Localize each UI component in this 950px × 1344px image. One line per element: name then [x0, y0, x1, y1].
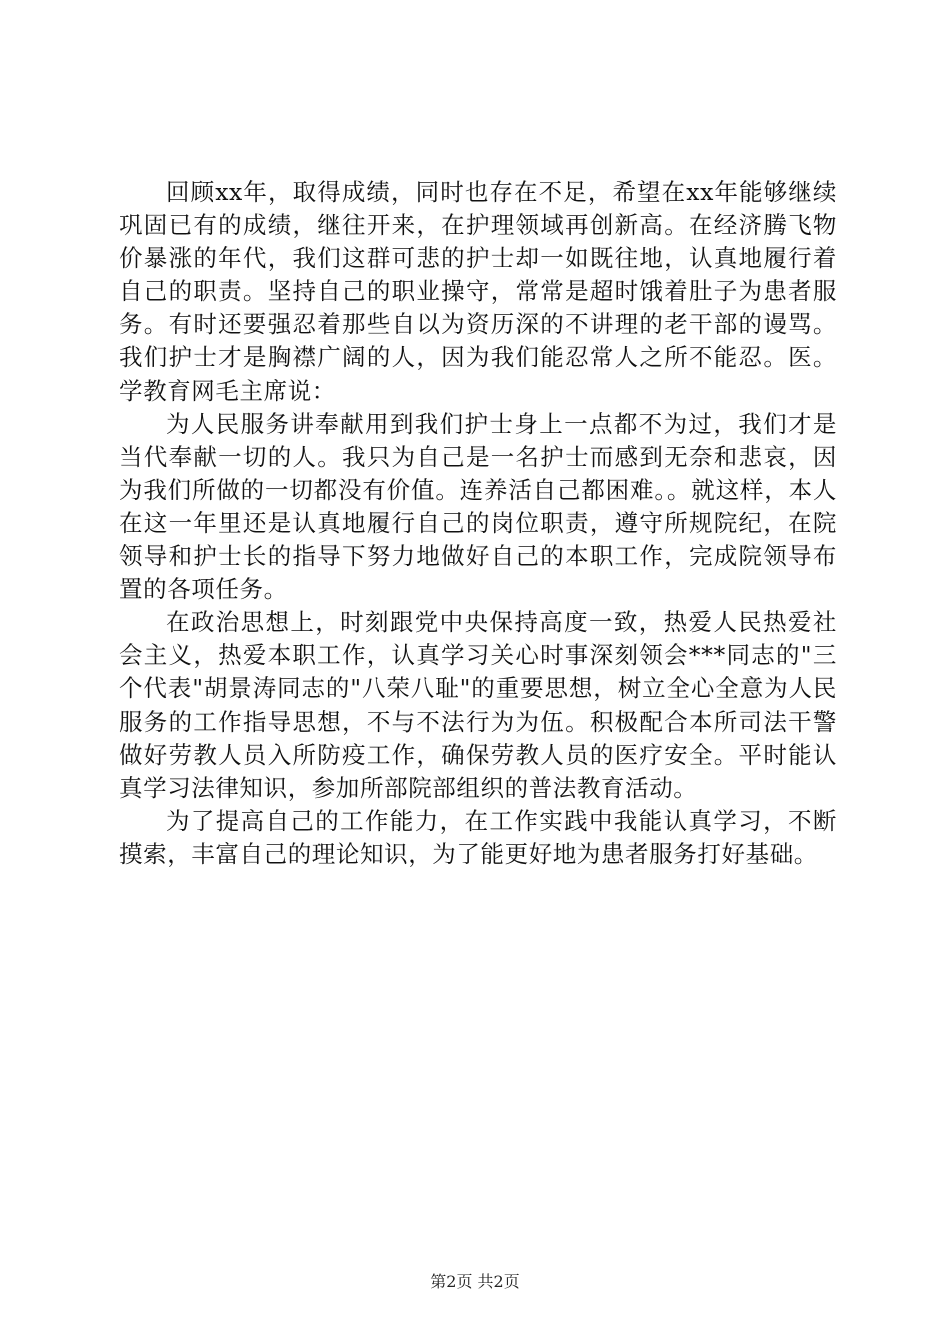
page-number-footer: 第2页 共2页 — [430, 1272, 520, 1291]
paragraph: 为了提高自己的工作能力，在工作实践中我能认真学习，不断摸索，丰富自己的理论知识，为了能更好地为患者服务打好基础。 — [119, 806, 837, 868]
document-body — [119, 176, 837, 871]
paragraph: 为人民服务讲奉献用到我们护士身上一点都不为过，我们才是当代奉献一切的人。我只为自己是一名护士而感到无奈和悲哀，因为我们所做的一切都没有价值。连养活自己都困难。。就这样，本人在这一年里还是认真地履行自己的岗位职责，遵守所规院纪，在院领导和护士长的指导下努力地做好自己的本职工作，完成院领导布置的各项任务。 — [119, 409, 837, 604]
paragraph: 在政治思想上，时刻跟党中央保持高度一致，热爱人民热爱社会主义，热爱本职工作，认真学习关心时事深刻领会***同志的"三个代表"胡景涛同志的"八荣八耻"的重要思想，树立全心全意为人民服务的工作指导思想，不与不法行为为伍。积极配合本所司法干警做好劳教人员入所防疫工作，确保劳教人员的医疗安全。平时能认真学习法律知识，参加所部院部组织的普法教育活动。 — [119, 608, 837, 802]
paragraph: 回顾xx年，取得成绩，同时也存在不足，希望在xx年能够继续巩固已有的成绩，继往开来，在护理领域再创新高。在经济腾飞物价暴涨的年代，我们这群可悲的护士却一如既往地，认真地履行着自己的职责。坚持自己的职业操守，常常是超时饿着肚子为患者服务。有时还要强忍着那些自以为资历深的不讲理的老干部的谩骂。我们护士才是胸襟广阔的人，因为我们能忍常人之所不能忍。医。学教育网毛主席说： — [119, 178, 837, 405]
